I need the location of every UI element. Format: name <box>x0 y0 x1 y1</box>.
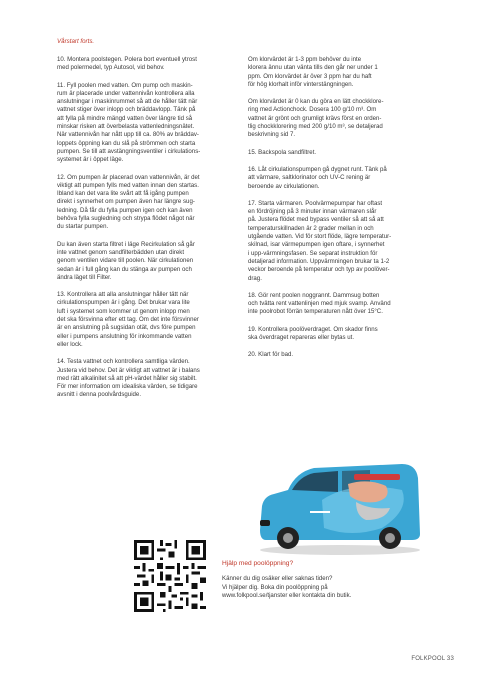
step-15: 15. Backspola sandfiltret. <box>248 148 317 156</box>
step-20: 20. Klart för bad. <box>248 351 294 359</box>
step-13: 13. Kontrollera att alla anslutningar håller tätt när cirkulationspumpen är i gång. Det brukar vara lite luft i systemet som kommer ut genom inlopp men det ska försvinna efter ett tag. Om det inte försvinner är en anslutning på sugsidan otät, dvs före pumpen eller i pumpens anslutning för inkommande vatten eller lock. <box>57 291 199 348</box>
chlorine-note-2: Om klorvärdet är 0 kan du göra en lätt chockklore- ring med Actionchock. Dosera 100 g/10 m³. Om vattnet är grönt och grumligt krävs först en orden- tlig chockklorering med 200 g/10 m³, se detaljerad beskrivning sid 7. <box>248 98 384 139</box>
step-18: 18. Gör rent poolen noggrannt. Dammsug botten och tvätta rent vattenlinjen med mjuk svamp. Använd inte poolrobot förrän temperaturen nått över 15°C. <box>248 291 391 316</box>
help-line-1: Känner du dig osäker eller saknas tiden? <box>222 575 333 583</box>
recirculation-note: Du kan även starta filtret i läge Recirkulation så går inte vattnet genom sandfilterbädden utan direkt genom ventilen vidare till poolen. När cirkulationen sedan är i full gång kan du stänga av pumpen och ändra läget till Filter. <box>57 240 195 281</box>
step-19: 19. Kontrollera poolöverdraget. Om skador finns ska överdraget repareras eller bytas ut. <box>248 325 378 342</box>
page-footer: FOLKPOOL 33 <box>411 656 454 662</box>
step-17: 17. Starta värmaren. Poolvärmepumpar har oftast en fördröjning på 3 minuter innan värmaren slår på. Justera flödet med bypass ventiler så att så att temperaturskillnaden är 2 grader mellan in och utgående vatten. Vid för stort flöde, lägre temperatur- skilnad, isar värmepumpen igen oftare, i synnerhet i upp-värmningsfasen. Se separat instruktion för detaljerad information. Uppvärmningen brukar ta 1-2 veckor beroende på temperatur och typ av poolöver- drag. <box>248 199 392 282</box>
help-box <box>222 560 422 600</box>
chlorine-note-1: Om klorvärdet är 1-3 ppm behöver du inte klorera ännu utan vänta tills den går ner under 1 ppm. Om klorvärdet är över 3 ppm har du haft för hög klorhalt inför vinterstängningen. <box>248 56 378 88</box>
qr-code-image[interactable] <box>134 540 206 612</box>
service-van-image <box>252 450 422 558</box>
help-link-line[interactable]: www.folkpool.se/tjanster eller kontakta din butik. <box>222 591 352 599</box>
left-column <box>57 56 229 409</box>
section-note: Vårstart forts. <box>57 38 95 45</box>
help-title: Hjälp med poolöppning? <box>222 560 294 567</box>
step-10: 10. Montera poolstegen. Polera bort eventuell ytrost med polermedel, typ Autosol, vid behov. <box>57 56 197 72</box>
step-14: 14. Testa vattnet och kontrollera samtliga värden. Justera vid behov. Det är viktigt att vattnet är i balans med rätt alkalinitet så att pH-värdet håller sig stabilt. För mer information om idealiska värden, se tidigare avsnitt i denna poolvårdsguide. <box>57 358 200 399</box>
step-16: 16. Låt cirkulationspumpen gå dygnet runt. Tänk på att värmare, saltklorinator och UV-C rening är beroende av cirkulationen. <box>248 165 387 190</box>
step-11: 11. Fyll poolen med vatten. Om pump och maskin- rum är placerade under vattennivån kontrollera alla anslutningar i maskinrummet så att de håller tätt när vattnet stiger över inlopp och bräddavlopp. Tänk på att fylla på mindre mängd vatten över längre tid så minskar risken att överbelasta vattenledningsnätet. När vattennivån har nått upp till ca. 80% av bräddav- loppets öppning kan du slå på strömmen och starta pumpen. Se till att avstängningsventiler i cirkulations- systemet är i öppet läge. <box>57 81 201 164</box>
help-line-2: Vi hjälper dig. Boka din poolöppning på <box>222 583 328 591</box>
step-12: 12. Om pumpen är placerad ovan vattennivån, är det viktigt att pumpen fylls med vatten innan den startas. Ibland kan det vara lite svårt att få igång pumpen direkt i synnerhet om pumpen även har längre sug- ledning. Då får du fylla pumpen igen och kan även behöva fylla sugledning och strypa flödet något när du startar pumpen. <box>57 173 200 231</box>
right-column <box>248 56 420 369</box>
